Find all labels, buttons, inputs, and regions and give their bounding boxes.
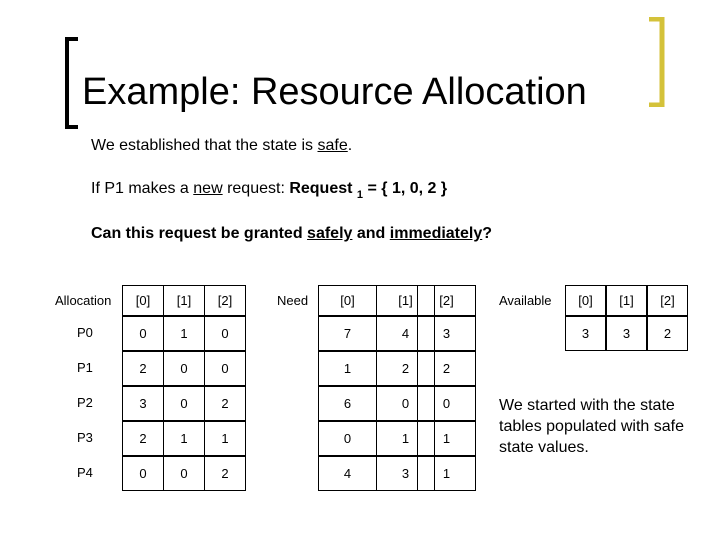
need-cell-r2-c0: 6 — [318, 386, 377, 421]
need-cell-r3-c0: 0 — [318, 421, 377, 456]
new-word: new — [193, 180, 223, 197]
need-label: Need — [277, 293, 309, 308]
allocation-cell-r1-c0: 2 — [122, 351, 164, 386]
need-cell-r1-c2: 2 — [417, 351, 476, 386]
request-statement — [91, 180, 447, 201]
allocation-cell-r3-c0: 2 — [122, 421, 164, 456]
safe-word: safe — [317, 137, 348, 154]
need-header-0: [0] — [318, 285, 377, 316]
request-value: = { 1, 0, 2 } — [363, 180, 448, 197]
need-cell-r2-c1: 0 — [376, 386, 435, 421]
statement-text: We established that the state is — [91, 137, 318, 154]
available-cell-r0-c1: 3 — [606, 316, 647, 351]
need-cell-r3-c1: 1 — [376, 421, 435, 456]
allocation-header-1: [1] — [163, 285, 205, 316]
allocation-cell-r2-c0: 3 — [122, 386, 164, 421]
process-label-p4: P4 — [77, 465, 93, 480]
need-cell-r3-c2: 1 — [417, 421, 476, 456]
note-text: We started with the state tables populated with safe state values. — [499, 397, 685, 456]
need-cell-r0-c0: 7 — [318, 316, 377, 351]
question-statement — [91, 225, 492, 243]
allocation-cell-r2-c2: 2 — [204, 386, 246, 421]
need-cell-r2-c2: 0 — [417, 386, 476, 421]
available-header-1: [1] — [606, 285, 647, 316]
right-bracket-icon — [647, 17, 667, 107]
allocation-cell-r4-c1: 0 — [163, 456, 205, 491]
need-cell-r1-c1: 2 — [376, 351, 435, 386]
immediately-word: immediately — [389, 225, 483, 242]
left-bracket-icon — [64, 37, 80, 129]
available-cell-r0-c0: 3 — [565, 316, 606, 351]
need-header-2: [2] — [417, 285, 476, 316]
slide-title: Example: Resource Allocation — [82, 71, 587, 113]
statement-end: . — [347, 137, 353, 154]
allocation-cell-r4-c2: 2 — [204, 456, 246, 491]
process-label-p1: P1 — [77, 360, 93, 375]
question-pre: Can this request be granted — [91, 225, 308, 242]
allocation-header-2: [2] — [204, 285, 246, 316]
need-cell-r4-c0: 4 — [318, 456, 377, 491]
allocation-cell-r1-c2: 0 — [204, 351, 246, 386]
safe-state-statement — [91, 137, 352, 155]
process-label-p3: P3 — [77, 430, 93, 445]
allocation-cell-r0-c2: 0 — [204, 316, 246, 351]
question-end: ? — [482, 225, 493, 242]
need-cell-r4-c2: 1 — [417, 456, 476, 491]
request-label: Request — [289, 180, 357, 197]
allocation-cell-r3-c1: 1 — [163, 421, 205, 456]
allocation-label: Allocation — [55, 293, 112, 308]
allocation-cell-r1-c1: 0 — [163, 351, 205, 386]
available-header-0: [0] — [565, 285, 606, 316]
request-pre: If P1 makes a — [91, 180, 194, 197]
available-label: Available — [499, 293, 552, 308]
allocation-cell-r3-c2: 1 — [204, 421, 246, 456]
question-mid: and — [352, 225, 390, 242]
allocation-cell-r2-c1: 0 — [163, 386, 205, 421]
request-expression — [289, 180, 448, 201]
process-label-p2: P2 — [77, 395, 93, 410]
request-mid: request: — [222, 180, 290, 197]
safely-word: safely — [307, 225, 353, 242]
available-header-2: [2] — [647, 285, 688, 316]
available-cell-r0-c2: 2 — [647, 316, 688, 351]
allocation-header-0: [0] — [122, 285, 164, 316]
need-cell-r1-c0: 1 — [318, 351, 377, 386]
allocation-cell-r0-c1: 1 — [163, 316, 205, 351]
allocation-cell-r0-c0: 0 — [122, 316, 164, 351]
need-cell-r0-c1: 4 — [376, 316, 435, 351]
request-subscript: 1 — [356, 189, 364, 201]
need-cell-r4-c1: 3 — [376, 456, 435, 491]
allocation-cell-r4-c0: 0 — [122, 456, 164, 491]
need-cell-r0-c2: 3 — [417, 316, 476, 351]
process-label-p0: P0 — [77, 325, 93, 340]
need-header-1: [1] — [376, 285, 435, 316]
